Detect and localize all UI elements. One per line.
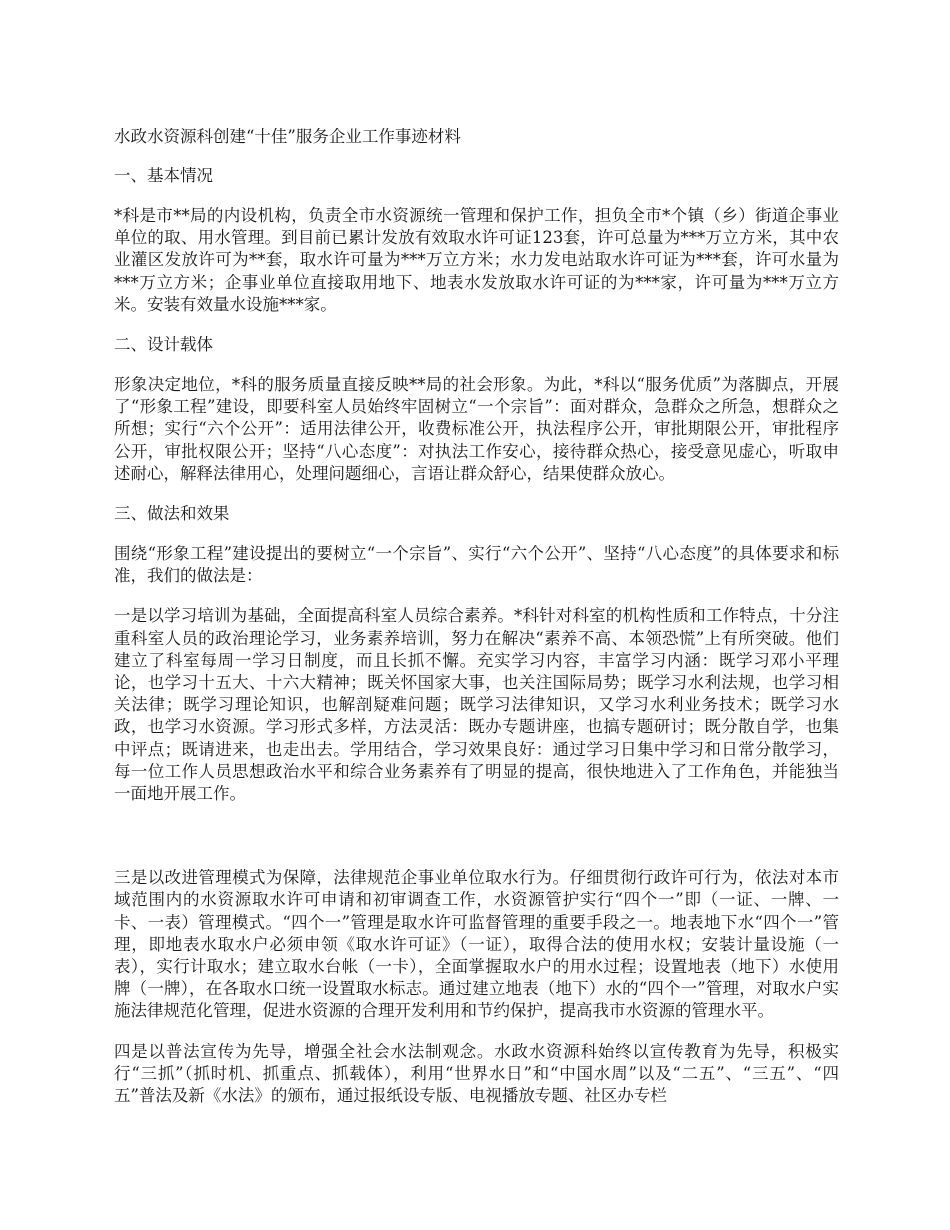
paragraph-practice-management: 三是以改进管理模式为保障，法律规范企事业单位取水行为。仔细贯彻行政许可行为，依法对本市域范围内的水资源取水许可申请和初审调查工作，水资源管护实行“四个一”即（一证、一牌、一卡、一表）管理模式。“四个一”管理是取水许可监督管理的重要手段之一。地表地下水“四个一”管理，即地表水取水户必须申领《取水许可证》（一证），取得合法的使用水权；安装计量设施（一表），实行计取水；建立取水台帐（一卡），全面掌握取水户的用水过程；设置地表（地下）水使用牌（一牌），在各取水口统一设置取水标志。通过建立地表（地下）水的“四个一”管理，对取水户实施法律规范化管理，促进水资源的合理开发利用和节约保护，提高我市水资源的管理水平。: [114, 868, 839, 1021]
paragraph-basic-info: *科是市**局的内设机构，负责全市水资源统一管理和保护工作，担负全市*个镇（乡）街道企事业单位的取、用水管理。到目前已累计发放有效取水许可证123套，许可总量为***万立方米，其中农业灌区发放许可为**套，取水许可量为***万立方米；水力发电站取水许可证为***套，许可水量为***万立方米；企事业单位直接取用地下、地表水发放取水许可证的为***家，许可量为***万立方米。安装有效量水设施***家。: [114, 206, 839, 314]
document-page: [114, 126, 839, 1125]
section-heading-design-carrier: 二、设计载体: [114, 335, 213, 355]
paragraph-practice-intro: 围绕“形象工程”建设提出的要树立“一个宗旨”、实行“六个公开”、坚持“八心态度”的具体要求和标准，我们的做法是：: [114, 544, 839, 586]
section-heading-practice-results: 三、做法和效果: [114, 504, 230, 524]
section-heading-basic-info: 一、基本情况: [114, 166, 213, 185]
paragraph-practice-publicity: 四是以普法宣传为先导，增强全社会水法制观念。水政水资源科始终以宣传教育为先导，积极实行“三抓”（抓时机、抓重点、抓载体），利用“世界水日”和“中国水周”以及“二五”、“三五”、“四五”普法及新《水法》的颁布，通过报纸设专版、电视播放专题、社区办专栏: [114, 1041, 839, 1106]
document-title: 水政水资源科创建“十佳”服务企业工作事迹材料: [114, 127, 461, 146]
paragraph-design-carrier: 形象决定地位，*科的服务质量直接反映**局的社会形象。为此，*科以“服务优质”为落脚点，开展了“形象工程”建设，即要科室人员始终牢固树立“一个宗旨”：面对群众，急群众之所急，想群众之所想；实行“六个公开”：适用法律公开，收费标准公开，执法程序公开，审批期限公开，审批程序公开，审批权限公开；坚持“八心态度”：对执法工作安心，接待群众热心，接受意见虚心，听取申述耐心，解释法律用心，处理问题细心，言语让群众舒心，结果使群众放心。: [114, 375, 839, 483]
paragraph-practice-study: 一是以学习培训为基础，全面提高科室人员综合素养。*科针对科室的机构性质和工作特点，十分注重科室人员的政治理论学习，业务素养培训，努力在解决“素养不高、本领恐慌”上有所突破。他们建立了科室每周一学习日制度，而且长抓不懈。充实学习内容，丰富学习内涵：既学习邓小平理论，也学习十五大、十六大精神；既关怀国家大事，也关注国际局势；既学习水利法规，也学习相关法律；既学习理论知识，也解剖疑难问题；既学习法律知识，又学习水利业务技术；既学习水政，也学习水资源。学习形式多样，方法灵活：既办专题讲座，也搞专题研讨；既分散自学，也集中评点；既请进来，也走出去。学用结合，学习效果良好：通过学习日集中学习和日常分散学习，每一位工作人员思想政治水平和综合业务素养有了明显的提高，很快地进入了工作角色，并能独当一面地开展工作。: [114, 606, 839, 804]
